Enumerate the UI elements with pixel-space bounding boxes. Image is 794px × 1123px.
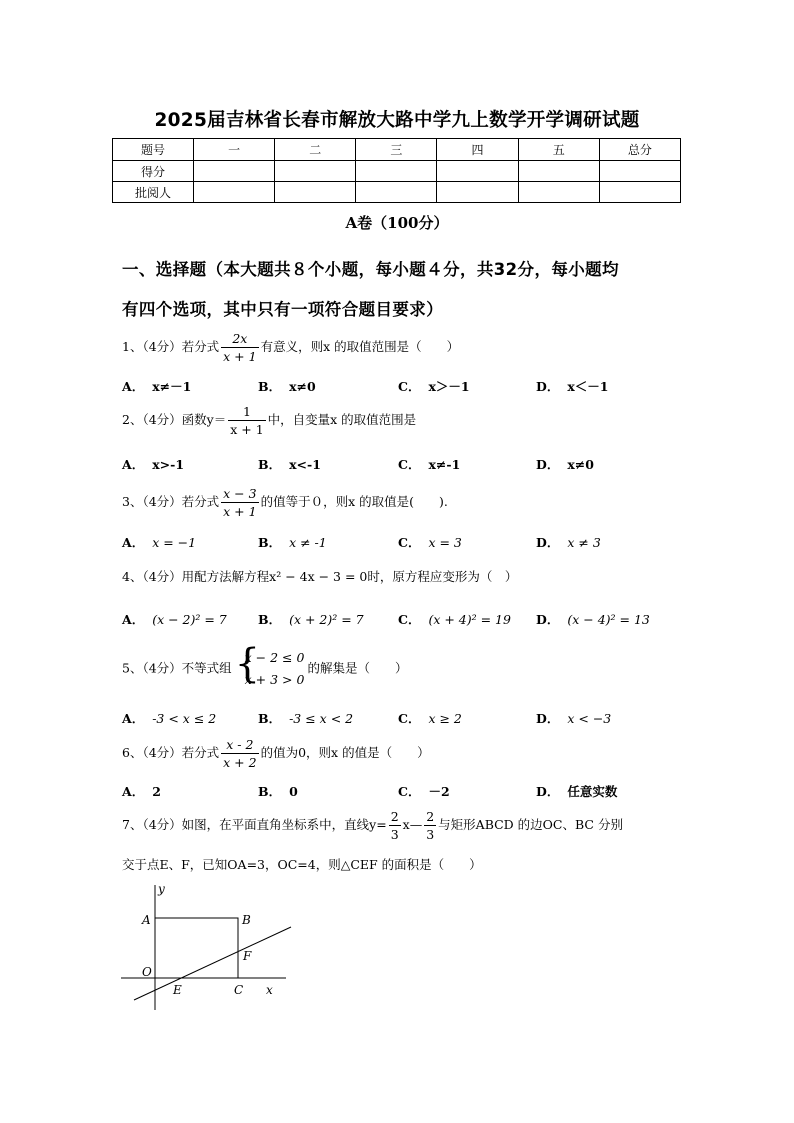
question-text: 3、（4分）若分式: [122, 494, 220, 509]
question-5: [122, 641, 408, 691]
part-heading-line1: 一、选择题（本大题共８个小题，每小题４分，共32分，每小题均: [122, 260, 619, 279]
label-y: y: [158, 882, 165, 896]
question-6: [122, 736, 430, 771]
table-cell: [356, 161, 437, 182]
score-table: [112, 138, 681, 203]
option-d[interactable]: D． x < −3: [536, 711, 612, 726]
label-c: C: [234, 983, 244, 997]
coordinate-figure: [116, 880, 301, 1020]
table-cell: [356, 182, 437, 203]
option-d[interactable]: D． (x − 4)² = 13: [536, 612, 650, 627]
option-d[interactable]: D． x≠0: [536, 457, 594, 472]
option-b[interactable]: B． (x + 2)² = 7: [258, 612, 364, 627]
fraction-denominator: x + 1: [230, 422, 264, 437]
option-a[interactable]: A． x>-1: [122, 457, 185, 472]
option-b[interactable]: B． -3 ≤ x < 2: [258, 711, 354, 726]
question-7: [122, 808, 623, 843]
fraction-denominator: 3: [390, 827, 399, 842]
question-text: 有意义，则x 的取值范围是（ ）: [260, 339, 460, 354]
table-cell: [437, 182, 518, 203]
option-a[interactable]: A． x≠－1: [122, 379, 192, 394]
table-cell: 得分: [113, 161, 194, 182]
label-f: F: [243, 949, 252, 963]
question-2: [122, 403, 416, 438]
fraction-numerator: x − 3: [223, 486, 257, 501]
label-x: x: [266, 983, 273, 997]
question-text: 中，自变量x 的取值范围是: [267, 412, 417, 427]
table-cell: 总分: [599, 139, 680, 161]
question-text: 5、（4分）不等式组: [122, 660, 232, 676]
fraction-denominator: x + 1: [223, 349, 257, 364]
table-cell: [518, 161, 599, 182]
option-b[interactable]: B． x≠0: [258, 379, 316, 394]
options-2: [122, 455, 682, 477]
question-1: [122, 330, 459, 365]
question-4: 4、（4分）用配方法解方程x² − 4x − 3 = 0时，原方程应变形为（ ）: [122, 569, 518, 584]
option-d[interactable]: D． x＜－1: [536, 379, 609, 394]
fraction: [221, 485, 258, 520]
table-cell: [194, 161, 275, 182]
table-cell: 批阅人: [113, 182, 194, 203]
label-a: A: [142, 913, 151, 927]
options-4: [122, 610, 682, 632]
fraction-numerator: 2x: [221, 330, 258, 348]
fraction-numerator: 2: [390, 809, 399, 824]
question-text: 2、（4分）函数y＝: [122, 412, 227, 427]
table-cell: 题号: [113, 139, 194, 161]
part-heading-line2: 有四个选项，其中只有一项符合题目要求）: [122, 300, 444, 319]
label-e: E: [173, 983, 182, 997]
rectangle-abcd: [155, 918, 238, 978]
table-cell: [599, 182, 680, 203]
label-o: O: [142, 965, 152, 979]
fraction: [424, 808, 436, 843]
table-cell: [194, 182, 275, 203]
table-cell: [518, 182, 599, 203]
section-title: A卷（100分）: [345, 214, 449, 232]
table-cell: [275, 161, 356, 182]
fraction-numerator: x - 2: [221, 736, 258, 754]
option-a[interactable]: A． 2: [122, 784, 161, 799]
page-title: 2025届吉林省长春市解放大路中学九上数学开学调研试题: [154, 110, 640, 131]
table-cell: [437, 161, 518, 182]
question-text: 6、（4分）若分式: [122, 745, 220, 760]
fraction: [221, 736, 258, 771]
options-5: [122, 709, 682, 731]
table-cell: 一: [194, 139, 275, 161]
option-c[interactable]: C． (x + 4)² = 19: [398, 612, 511, 627]
option-d[interactable]: D． x ≠ 3: [536, 535, 601, 550]
brace-icon: {: [234, 641, 261, 687]
fraction-numerator: 1: [228, 403, 265, 421]
table-cell: [599, 161, 680, 182]
option-b[interactable]: B． x ≠ -1: [258, 535, 327, 550]
options-6: [122, 782, 682, 804]
option-a[interactable]: A． (x − 2)² = 7: [122, 612, 227, 627]
fraction: [228, 403, 265, 438]
table-row: [113, 161, 681, 182]
table-row: [113, 139, 681, 161]
options-1: [122, 377, 682, 399]
question-text: 与矩形ABCD 的边OC、BC 分别: [438, 817, 623, 832]
question-text: 1、（4分）若分式: [122, 339, 220, 354]
question-7-line2: 交于点E、F，已知OA=3，OC=4，则△CEF 的面积是（ ）: [122, 857, 482, 872]
option-c[interactable]: C． x = 3: [398, 535, 462, 550]
fraction-numerator: 2: [426, 809, 435, 824]
inequality-system: { x − 2 ≤ 0 x + 3 > 0: [234, 641, 305, 687]
table-cell: 二: [275, 139, 356, 161]
option-c[interactable]: C． x≠-1: [398, 457, 461, 472]
table-cell: [275, 182, 356, 203]
option-c[interactable]: C． －2: [398, 784, 450, 799]
question-text: 的值等于０，则x 的取值是( ).: [260, 494, 448, 509]
table-cell: 三: [356, 139, 437, 161]
question-text: 的解集是（ ）: [307, 660, 408, 676]
option-a[interactable]: A． -3 < x ≤ 2: [122, 711, 217, 726]
option-c[interactable]: C． x ≥ 2: [398, 711, 462, 726]
option-b[interactable]: B． x<-1: [258, 457, 321, 472]
table-row: [113, 182, 681, 203]
option-d[interactable]: D． 任意实数: [536, 784, 618, 799]
question-text: 7、（4分）如图，在平面直角坐标系中，直线y=: [122, 817, 387, 832]
question-text: x—: [402, 817, 423, 832]
fraction-denominator: x + 2: [223, 755, 257, 770]
table-cell: 四: [437, 139, 518, 161]
fraction-denominator: x + 1: [223, 504, 257, 519]
fraction-denominator: 3: [426, 827, 435, 842]
option-b[interactable]: B． 0: [258, 784, 298, 799]
option-c[interactable]: C． x＞－1: [398, 379, 470, 394]
question-text: 的值为0，则x 的值是（ ）: [260, 745, 430, 760]
option-a[interactable]: A． x = −1: [122, 535, 197, 550]
question-3: [122, 485, 448, 520]
fraction: [221, 330, 258, 365]
fraction: [389, 808, 401, 843]
table-cell: 五: [518, 139, 599, 161]
label-b: B: [242, 913, 251, 927]
options-3: [122, 533, 682, 555]
